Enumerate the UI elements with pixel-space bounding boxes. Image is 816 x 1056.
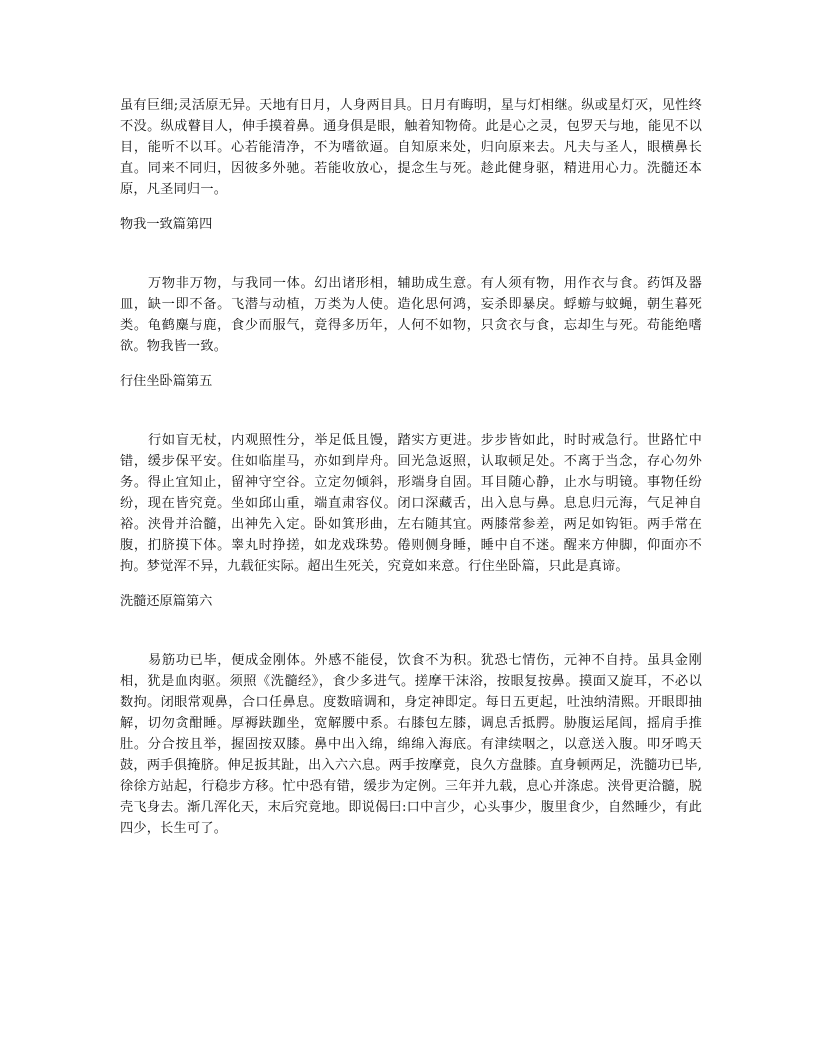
spacer [120, 357, 702, 371]
section-4 [120, 214, 702, 371]
section-body: 行如盲无杖，内观照性分，举足低且馒，踏实方更进。步步皆如此，时时戒急行。世路忙中错，缓步保平安。住如临崖马，亦如到岸舟。回光急返照，认取顿足处。不离于当念，存心勿外务。得止宜知止，留神守空谷。立定勿倾斜，形端身自固。耳目随心静，止水与明镜。事物任纷纷，现在皆究竟。坐如邱山重，端直肃容仪。闭口深藏舌，出入息与鼻。息息归元海，气足神自裕。浃骨并洽髓，出神先入定。卧如箕形曲，左右随其宜。两膝常参差，两足如钩钜。两手常在腹，扪脐摸下体。睾丸时挣搓，如龙戏珠势。倦则侧身睡，睡中自不迷。醒来方伸脚，仰面亦不拘。梦觉浑不异，九载征实际。超出生死关，究竟如来意。行住坐卧篇，只此是真谛。 [120, 433, 702, 574]
section-5 [120, 371, 702, 591]
section-heading: 洗髓还原篇第六 [120, 594, 213, 609]
section-body: 易筋功已毕，便成金刚体。外感不能侵，饮食不为积。犹恐七情伤，元神不自持。虽具金刚相，犹是血肉驱。须照《洗髓经》，食少多进气。搓摩干沫浴，按眼复按鼻。摸面又旋耳，不必以数拘。闭眼常观鼻，合口任鼻息。度数暗调和，身定神即定。每日五更起，吐浊纳清熙。开眼即抽解，切勿贪酣睡。厚褥趺跏坐，宽解腰中系。右膝包左膝，调息舌抵腭。胁腹运尾闾，摇肩手推肚。分合按且举，握固按双膝。鼻中出入绵，绵绵入海底。有津续咽之，以意送入腹。叩牙鸣天鼓，两手俱掩脐。伸足扳其趾，出入六六息。两手按摩竟，良久方盘膝。直身顿两足，洗髓功已毕,徐徐方站起，行稳步方移。忙中恐有错，缓步为定例。三年并九载，息心并涤虑。浃骨更洽髓，脱壳飞身去。渐几浑化天，末后究竟地。即说偈曰:口中言少，心头事少，腹里食少，自然睡少，有此四少，长生可了。 [120, 653, 702, 836]
section-heading: 物我一致篇第四 [120, 217, 213, 232]
section-6 [120, 591, 702, 839]
intro-paragraph: 虽有巨细;灵活原无异。天地有日月，人身两目具。日月有晦明，星与灯相继。纵或星灯灭，见性终不没。纵成瞽目人，伸手摸着鼻。通身俱是眼，触着知物倚。此是心之灵，包罗天与地，能见不以目，能听不以耳。心若能清净，不为嗜欲逼。自知原来处，归向原来去。凡夫与圣人，眼横鼻长直。同来不同归，因彼多外驰。若能收放心，提念生与死。趁此健身驱，精进用心力。洗髓还本原，凡圣同归一。 [120, 98, 702, 197]
section-heading: 行住坐卧篇第五 [120, 374, 213, 389]
spacer [120, 200, 702, 214]
spacer [120, 235, 702, 273]
spacer [120, 612, 702, 650]
spacer [120, 392, 702, 430]
document-page [120, 95, 702, 839]
section-body: 万物非万物，与我同一体。幻出诸形相，辅助成生意。有人须有物，用作衣与食。药饵及器皿，缺一即不备。飞潜与动植，万类为人使。造化思何鸿，妄杀即暴戾。蜉蝣与蚊蝇，朝生暮死类。龟鹤麋与鹿，食少而服气，竟得多历年，人何不如物，只贪衣与食，忘却生与死。苟能绝嗜欲。物我皆一致。 [120, 276, 702, 354]
spacer [120, 577, 702, 591]
